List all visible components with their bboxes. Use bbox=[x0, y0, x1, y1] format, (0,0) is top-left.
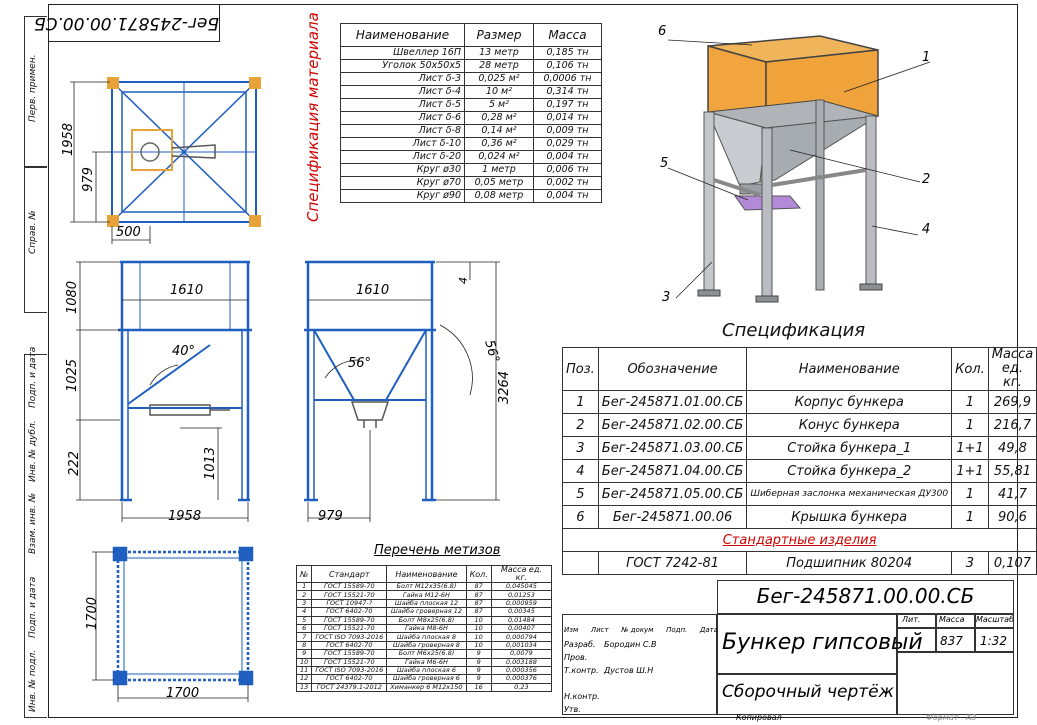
tb-col-doc: № докум bbox=[621, 626, 654, 634]
side-label-sprav: Справ. № bbox=[28, 210, 38, 254]
metiz-qty: 16 bbox=[466, 683, 491, 691]
material-name: Круг ø70 bbox=[341, 177, 465, 190]
spec-code: Бег-245871.02.00.СБ bbox=[598, 414, 747, 437]
spec-qty: 1 bbox=[952, 391, 989, 414]
metiz-qty: 9 bbox=[466, 675, 491, 683]
col-size: Размер bbox=[465, 24, 534, 47]
tb-person-spacer bbox=[604, 651, 656, 664]
metiz-qty: 87 bbox=[466, 599, 491, 607]
metiz-name: Гайка М8-6Н bbox=[387, 624, 466, 632]
metiz-std: ГОСТ 24379.1-2012 bbox=[312, 683, 387, 691]
material-name: Лист δ-6 bbox=[341, 112, 465, 125]
spec-std-header-row bbox=[563, 529, 1037, 552]
metiz-std: ГОСТ 6402-70 bbox=[312, 641, 387, 649]
material-name: Лист δ-3 bbox=[341, 73, 465, 86]
spec-name: Корпус бункера bbox=[747, 391, 952, 414]
metiz-std: ГОСТ 6402-70 bbox=[312, 608, 387, 616]
side-label-perv: Перв. примен. bbox=[28, 54, 38, 122]
spec-code: Бег-245871.04.00.СБ bbox=[598, 460, 747, 483]
metiz-row bbox=[297, 583, 552, 591]
spec-pos: 5 bbox=[563, 483, 599, 506]
spec-code: Бег-245871.01.00.СБ bbox=[598, 391, 747, 414]
dim-222: 222 bbox=[66, 451, 82, 476]
metiz-name: Болт М12х35(6.8) bbox=[387, 583, 466, 591]
metiz-std: ГОСТ 15589-70 bbox=[312, 616, 387, 624]
metiz-col-mass: Масса ед. кг. bbox=[491, 566, 551, 583]
material-mass: 0,004 тн bbox=[533, 151, 601, 164]
top-plan-view bbox=[108, 78, 260, 226]
angle-56: 56° bbox=[348, 356, 372, 371]
material-size: 0,36 м² bbox=[465, 138, 534, 151]
spec-title: Спецификация bbox=[722, 320, 866, 341]
material-mass: 0,002 тн bbox=[533, 177, 601, 190]
spec-code: Бег-245871.05.00.СБ bbox=[598, 483, 747, 506]
bottom-plan-view bbox=[114, 548, 252, 684]
tb-person-tkontr: Дустов Ш.Н bbox=[604, 666, 654, 675]
callout-1: 1 bbox=[922, 50, 931, 65]
metiz-num: 6 bbox=[297, 624, 312, 632]
rotated-code-text: Бег-245871.00.00.СБ bbox=[33, 13, 219, 33]
metiz-mass: 0,045045 bbox=[491, 583, 551, 591]
material-mass: 0,197 тн bbox=[533, 99, 601, 112]
front-valve bbox=[150, 405, 230, 415]
spec-std-row bbox=[563, 552, 1037, 575]
metiz-name: Болт М6х25(6.8) bbox=[387, 650, 466, 658]
material-spec-title: Спецификация материала bbox=[304, 12, 322, 222]
spec-name: Шиберная заслонка механическая ДУ300 bbox=[747, 483, 952, 506]
dim-979-side: 979 bbox=[318, 509, 343, 524]
material-row bbox=[341, 112, 602, 125]
metiz-row bbox=[297, 608, 552, 616]
spec-pos: 1 bbox=[563, 391, 599, 414]
spec-col-mass: Масса ед. кг. bbox=[988, 348, 1036, 391]
material-name: Круг ø90 bbox=[341, 190, 465, 203]
metiz-title: Перечень метизов bbox=[374, 543, 501, 558]
material-name: Лист δ-4 bbox=[341, 86, 465, 99]
metiz-std: ГОСТ 15521-70 bbox=[312, 591, 387, 599]
material-mass: 0,014 тн bbox=[533, 112, 601, 125]
metiz-num: 2 bbox=[297, 591, 312, 599]
dim-3264: 3264 bbox=[497, 370, 513, 405]
tb-col-podp: Подп. bbox=[666, 626, 688, 634]
material-name: Круг ø30 bbox=[341, 164, 465, 177]
material-row bbox=[341, 190, 602, 203]
metiz-num: 13 bbox=[297, 683, 312, 691]
col-mass: Масса bbox=[533, 24, 601, 47]
material-name: Лист δ-5 bbox=[341, 99, 465, 112]
metiz-name: Химанкер 6 М12х150 bbox=[387, 683, 466, 691]
metiz-name: Гайка М6-6Н bbox=[387, 658, 466, 666]
spec-row bbox=[563, 414, 1037, 437]
spec-row bbox=[563, 483, 1037, 506]
tb-col-heads bbox=[564, 626, 718, 634]
material-mass: 0,006 тн bbox=[533, 164, 601, 177]
spec-code: Бег-245871.00.06 bbox=[598, 506, 747, 529]
metiz-std: ГОСТ ISO 7093-2016 bbox=[312, 666, 387, 674]
side-label-podl: Инв. № подл. bbox=[28, 649, 38, 712]
metiz-table bbox=[296, 565, 552, 692]
side-label-vzam: Взам. инв. № bbox=[28, 492, 38, 554]
material-size: 0,024 м² bbox=[465, 151, 534, 164]
metiz-std: ГОСТ ISO 7093-2016 bbox=[312, 633, 387, 641]
tb-role-prov: Пров. bbox=[564, 653, 588, 662]
material-name: Лист δ-10 bbox=[341, 138, 465, 151]
spec-col-name: Наименование bbox=[747, 348, 952, 391]
side-label-dubl: Инв. № дубл. bbox=[28, 420, 38, 482]
spec-code: Бег-245871.03.00.СБ bbox=[598, 437, 747, 460]
tb-mass: 837 bbox=[940, 634, 963, 648]
spec-qty: 1 bbox=[952, 414, 989, 437]
metiz-std: ГОСТ 6402-70 bbox=[312, 675, 387, 683]
tb-role-utv: Утв. bbox=[564, 705, 581, 714]
spec-pos bbox=[563, 552, 599, 575]
material-size: 0,05 метр bbox=[465, 177, 534, 190]
angle-40: 40° bbox=[172, 344, 196, 359]
spec-mass: 49,8 bbox=[988, 437, 1036, 460]
spec-name: Стойка бункера_1 bbox=[747, 437, 952, 460]
material-row bbox=[341, 60, 602, 73]
spec-name: Конус бункера bbox=[747, 414, 952, 437]
metiz-table-header bbox=[297, 566, 552, 583]
metiz-num: 4 bbox=[297, 608, 312, 616]
tb-people bbox=[604, 638, 656, 677]
metiz-num: 11 bbox=[297, 666, 312, 674]
metiz-std: ГОСТ 15521-70 bbox=[312, 624, 387, 632]
metiz-mass: 0,003188 bbox=[491, 658, 551, 666]
spec-mass: 90,6 bbox=[988, 506, 1036, 529]
spec-row bbox=[563, 460, 1037, 483]
spec-row bbox=[563, 437, 1037, 460]
metiz-col-qty: Кол. bbox=[466, 566, 491, 583]
tb-role-tkontr: Т.контр. bbox=[564, 666, 599, 675]
metiz-qty: 10 bbox=[466, 641, 491, 649]
metiz-std: ГОСТ 15521-70 bbox=[312, 658, 387, 666]
tb-col-izm: Изм bbox=[564, 626, 579, 634]
metiz-num: 1 bbox=[297, 583, 312, 591]
spec-qty: 1 bbox=[952, 506, 989, 529]
metiz-qty: 87 bbox=[466, 591, 491, 599]
material-name: Уголок 50х50х5 bbox=[341, 60, 465, 73]
material-size: 5 м² bbox=[465, 99, 534, 112]
metiz-num: 12 bbox=[297, 675, 312, 683]
spec-pos: 4 bbox=[563, 460, 599, 483]
metiz-num: 3 bbox=[297, 599, 312, 607]
metiz-num: 10 bbox=[297, 658, 312, 666]
metiz-num: 5 bbox=[297, 616, 312, 624]
spec-qty: 1 bbox=[952, 483, 989, 506]
tb-col-list: Лист bbox=[590, 626, 609, 634]
metiz-name: Шайба плоская 6 bbox=[387, 666, 466, 674]
copied-label: Копировал bbox=[736, 713, 782, 722]
dim-1013: 1013 bbox=[203, 446, 219, 481]
material-row bbox=[341, 138, 602, 151]
material-row bbox=[341, 164, 602, 177]
material-size: 13 метр bbox=[465, 47, 534, 60]
metiz-mass: 0,000376 bbox=[491, 675, 551, 683]
material-row bbox=[341, 99, 602, 112]
metiz-std: ГОСТ 15589-70 bbox=[312, 583, 387, 591]
metiz-row bbox=[297, 683, 552, 691]
spec-std-label: Стандартные изделия bbox=[563, 529, 1037, 552]
material-row bbox=[341, 177, 602, 190]
material-mass: 0,106 тн bbox=[533, 60, 601, 73]
dim-1025: 1025 bbox=[65, 358, 81, 393]
metiz-std: ГОСТ 10947-? bbox=[312, 599, 387, 607]
dim-1610-front: 1610 bbox=[170, 283, 204, 298]
metiz-mass: 0,001034 bbox=[491, 641, 551, 649]
material-name: Швеллер 16П bbox=[341, 47, 465, 60]
metiz-mass: 0,000356 bbox=[491, 666, 551, 674]
side-dims bbox=[308, 262, 500, 522]
spec-mass: 41,7 bbox=[988, 483, 1036, 506]
format-value: А3 bbox=[966, 713, 977, 722]
spec-code: ГОСТ 7242-81 bbox=[598, 552, 747, 575]
metiz-name: Шайба плоская 8 bbox=[387, 633, 466, 641]
tb-name: Бункер гипсовый bbox=[722, 630, 923, 655]
tb-role-empty bbox=[564, 677, 600, 690]
spec-col-qty: Кол. bbox=[952, 348, 989, 391]
material-table bbox=[340, 23, 602, 203]
metiz-mass: 0,00407 bbox=[491, 624, 551, 632]
spec-col-code: Обозначение bbox=[598, 348, 747, 391]
callout-4: 4 bbox=[922, 222, 931, 237]
metiz-mass: 0,000794 bbox=[491, 633, 551, 641]
material-row bbox=[341, 47, 602, 60]
metiz-mass: 0,01253 bbox=[491, 591, 551, 599]
metiz-name: Болт М8х25(6.8) bbox=[387, 616, 466, 624]
material-mass: 0,004 тн bbox=[533, 190, 601, 203]
spec-qty: 1+1 bbox=[952, 460, 989, 483]
format-label: Формат bbox=[926, 713, 959, 722]
tb-scale-label: Масштаб bbox=[976, 615, 1015, 624]
metiz-name: Шайба плоская 12 bbox=[387, 599, 466, 607]
col-name: Наименование bbox=[341, 24, 465, 47]
tb-doctype: Сборочный чертёж bbox=[722, 682, 894, 702]
side-outlet bbox=[352, 402, 388, 428]
spec-mass: 269,9 bbox=[988, 391, 1036, 414]
metiz-name: Шайба гроверная 8 bbox=[387, 641, 466, 649]
iso-view bbox=[668, 36, 930, 302]
metiz-col-num: № bbox=[297, 566, 312, 583]
material-size: 10 м² bbox=[465, 86, 534, 99]
callout-3: 3 bbox=[662, 290, 671, 305]
dim-1700-vertical: 1700 bbox=[85, 596, 101, 631]
spec-name: Крышка бункера bbox=[747, 506, 952, 529]
metiz-qty: 10 bbox=[466, 624, 491, 632]
metiz-qty: 9 bbox=[466, 666, 491, 674]
spec-qty: 1+1 bbox=[952, 437, 989, 460]
spec-name: Стойка бункера_2 bbox=[747, 460, 952, 483]
material-mass: 0,314 тн bbox=[533, 86, 601, 99]
spec-qty: 3 bbox=[952, 552, 989, 575]
spec-col-pos: Поз. bbox=[563, 348, 599, 391]
tb-lit: Лит. bbox=[902, 615, 921, 624]
material-mass: 0,029 тн bbox=[533, 138, 601, 151]
dim-1958-top: 1958 bbox=[61, 122, 77, 157]
tb-col-date: Дата bbox=[699, 626, 718, 634]
material-size: 1 метр bbox=[465, 164, 534, 177]
material-mass: 0,009 тн bbox=[533, 125, 601, 138]
tb-roles bbox=[564, 638, 600, 716]
material-size: 0,025 м² bbox=[465, 73, 534, 86]
callout-2: 2 bbox=[922, 172, 931, 187]
metiz-qty: 87 bbox=[466, 608, 491, 616]
spec-row bbox=[563, 391, 1037, 414]
metiz-mass: 0,000959 bbox=[491, 599, 551, 607]
title-block bbox=[562, 580, 1014, 715]
material-table-header bbox=[341, 24, 602, 47]
material-mass: 0,185 тн bbox=[533, 47, 601, 60]
metiz-row bbox=[297, 675, 552, 683]
metiz-std: ГОСТ 15589-70 bbox=[312, 650, 387, 658]
spec-table-header bbox=[563, 348, 1037, 391]
material-size: 0,08 метр bbox=[465, 190, 534, 203]
spec-pos: 6 bbox=[563, 506, 599, 529]
angle-56-side: 56° bbox=[481, 338, 502, 365]
tb-role-razrab: Разраб. bbox=[564, 640, 596, 649]
spec-mass: 216,7 bbox=[988, 414, 1036, 437]
front-dims bbox=[76, 262, 248, 522]
dim-4: 4 bbox=[457, 277, 470, 284]
callout-5: 5 bbox=[660, 156, 669, 171]
material-size: 0,14 м² bbox=[465, 125, 534, 138]
spec-pos: 3 bbox=[563, 437, 599, 460]
side-label-podp1: Подп. и дата bbox=[28, 346, 38, 408]
metiz-name: Шайба гроверная 12 bbox=[387, 608, 466, 616]
material-row bbox=[341, 151, 602, 164]
callout-6: 6 bbox=[658, 24, 667, 39]
dim-979-top: 979 bbox=[80, 167, 96, 192]
spec-name: Подшипник 80204 bbox=[747, 552, 952, 575]
metiz-col-name: Наименование bbox=[387, 566, 466, 583]
tb-mass-label: Масса bbox=[939, 615, 965, 624]
metiz-row bbox=[297, 633, 552, 641]
tb-code: Бег-245871.00.00.СБ bbox=[756, 584, 975, 608]
dim-1610-side: 1610 bbox=[356, 283, 390, 298]
material-size: 28 метр bbox=[465, 60, 534, 73]
metiz-qty: 9 bbox=[466, 658, 491, 666]
spec-mass: 55,81 bbox=[988, 460, 1036, 483]
material-name: Лист δ-8 bbox=[341, 125, 465, 138]
metiz-num: 8 bbox=[297, 641, 312, 649]
tb-person-razrab: Бородин С.В bbox=[604, 640, 657, 649]
metiz-mass: 0,0079 bbox=[491, 650, 551, 658]
metiz-name: Шайба гроверная 6 bbox=[387, 675, 466, 683]
metiz-qty: 87 bbox=[466, 583, 491, 591]
tb-scale: 1:32 bbox=[980, 634, 1007, 648]
metiz-mass: 0,00345 bbox=[491, 608, 551, 616]
metiz-row bbox=[297, 650, 552, 658]
metiz-num: 9 bbox=[297, 650, 312, 658]
dim-1700-horizontal: 1700 bbox=[166, 686, 200, 701]
metiz-qty: 9 bbox=[466, 650, 491, 658]
tb-lit-value-cell bbox=[897, 628, 936, 652]
material-size: 0,28 м² bbox=[465, 112, 534, 125]
spec-table bbox=[562, 347, 1037, 575]
material-row bbox=[341, 73, 602, 86]
metiz-mass: 0,23 bbox=[491, 683, 551, 691]
spec-pos: 2 bbox=[563, 414, 599, 437]
tb-role-nkontr: Н.контр. bbox=[564, 692, 600, 701]
metiz-col-std: Стандарт bbox=[312, 566, 387, 583]
metiz-qty: 10 bbox=[466, 633, 491, 641]
metiz-row bbox=[297, 624, 552, 632]
dim-500: 500 bbox=[116, 225, 141, 240]
dim-1080: 1080 bbox=[65, 280, 81, 315]
material-name: Лист δ-20 bbox=[341, 151, 465, 164]
material-row bbox=[341, 125, 602, 138]
spec-row bbox=[563, 506, 1037, 529]
metiz-name: Гайка М12-6Н bbox=[387, 591, 466, 599]
metiz-mass: 0,01484 bbox=[491, 616, 551, 624]
tb-org-cell bbox=[897, 652, 1014, 715]
metiz-num: 7 bbox=[297, 633, 312, 641]
metiz-qty: 10 bbox=[466, 616, 491, 624]
spec-mass: 0,107 bbox=[988, 552, 1036, 575]
dim-1958-front: 1958 bbox=[168, 509, 202, 524]
side-label-podp2: Подп. и дата bbox=[28, 576, 38, 638]
material-row bbox=[341, 86, 602, 99]
material-mass: 0,0006 тн bbox=[533, 73, 601, 86]
